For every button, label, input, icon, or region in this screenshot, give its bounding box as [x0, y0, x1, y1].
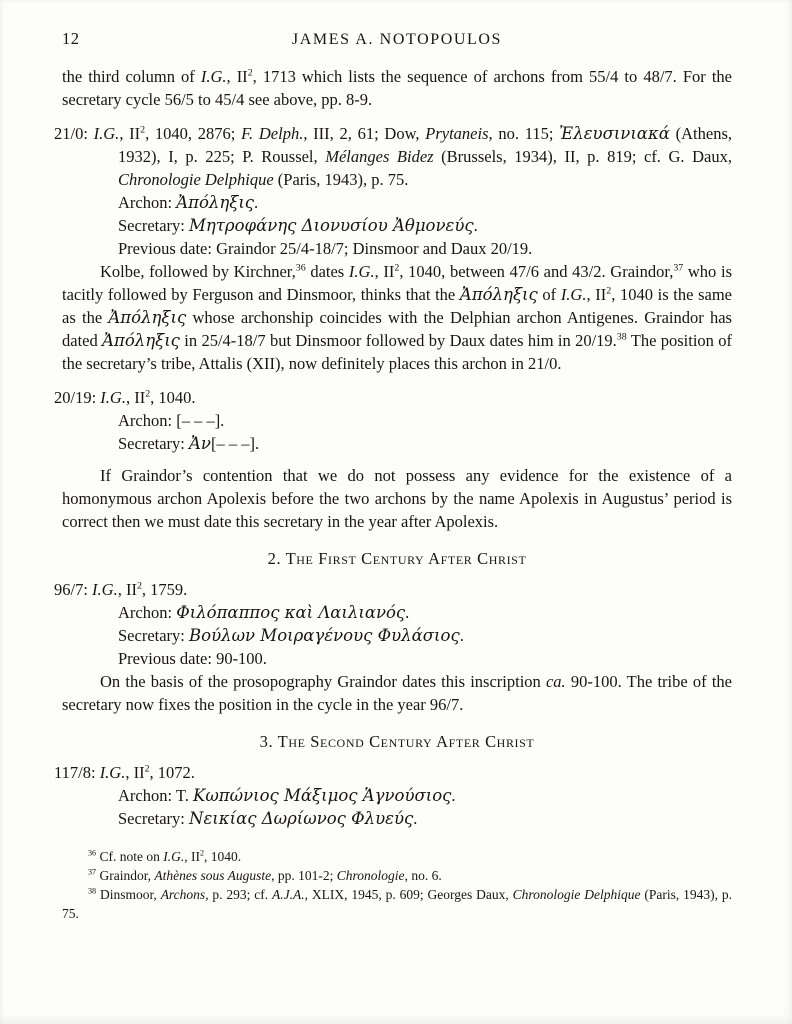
paragraph-prosopography: On the basis of the prosopography Graindor dates this inscription ca. 90-100. The tribe of the secretary now fixes the position in the cycle in the year 96/7.: [62, 672, 732, 714]
entry-21-0-archon: Archon: Ἀπόληξις.: [118, 193, 259, 212]
entry-117-8-archon: Archon: T. Κωπώνιος Μάξιμος Ἁγνούσιος.: [118, 786, 456, 805]
entry-20-19-citation: 20/19: I.G., $II^2$, 1040.: [54, 388, 196, 407]
entry-20-19-secretary: Secretary: Ἀν[– – –].: [118, 434, 260, 453]
paragraph-graindor-contention: If Graindor’s contention that we do not possess any evidence for the existence of a homonymous archon Apolexis before the two archons by the name Apolexis in Augustus’ period is correct then we must date this secretary in the year after Apolexis.: [62, 466, 732, 531]
entry-96-7: [54, 578, 732, 670]
intro-paragraph: the third column of I.G., $II^2$, 1713 which lists the sequence of archons from 55/4 to 48/7. For the secretary cycle 56/5 to 45/4 see above, pp. 8-9.: [62, 67, 732, 109]
entry-117-8: [54, 761, 732, 830]
page-header: [62, 27, 732, 51]
entry-96-7-previous-date: Previous date: 90-100.: [118, 649, 267, 668]
entry-21-0-previous-date: Previous date: Graindor 25/4-18/7; Dinsmoor and Daux 20/19.: [118, 239, 533, 258]
footnotes: [62, 847, 732, 923]
footnote-36: $^{36}$ Cf. note on I.G., $II^2$, 1040.: [88, 848, 242, 864]
footnote-38: $^{38}$ Dinsmoor, Archons, p. 293; cf. A.J.A., XLIX, 1945, p. 609; Georges Daux, Chronologie Delphique (Paris, 1943), p. 75.: [62, 886, 732, 921]
page-number: 12: [62, 29, 80, 48]
entry-20-19: [54, 386, 732, 455]
section-heading-first-century: 2. The First Century After Christ: [267, 549, 527, 568]
running-header: JAMES A. NOTOPOULOS: [291, 31, 503, 48]
entry-20-19-archon: Archon: [– – –].: [118, 411, 225, 430]
entry-117-8-secretary: Secretary: Νεικίας Δωρίωνος Φλυεύς.: [118, 809, 418, 828]
entry-96-7-archon: Archon: Φιλόπαππος καὶ Λαιλιανός.: [118, 603, 410, 622]
footnote-37: $^{37}$ Graindor, Athènes sous Auguste, pp. 101-2; Chronologie, no. 6.: [88, 867, 442, 883]
entry-96-7-citation: 96/7: I.G., $II^2$, 1759.: [54, 580, 188, 599]
entry-21-0: [54, 122, 733, 260]
paragraph-kolbe: Kolbe, followed by Kirchner,$^{36}$ dates I.G., $II^2$, 1040, between 47/6 and 43/2. Graindor,$^{37}$ who is tacitly followed by Ferguson and Dinsmoor, thinks that the Ἀπόληξις of I.G., $II^2$, 1040 is the same as the Ἀπόληξις whose archonship coincides with the Delphian archon Antigenes. Graindor has dated Ἀπόληξις in 25/4-18/7 but Dinsmoor followed by Daux dates him in 20/19.38 The position of the secretary’s tribe, Attalis (XII), now definitely places this archon in 21/0.: [62, 262, 733, 373]
entry-21-0-secretary: Secretary: Μητροφάνης Διονυσίου Ἀθμονεύς.: [118, 216, 478, 235]
entry-21-0-citation: 21/0: I.G., $II^2$, 1040, 2876; F. Delph., III, 2, 61; Dow, Prytaneis, no. 115; Ἐλευσινιακά (Athens, 1932), I, p. 225; P. Roussel, Mélanges Bidez (Brussels, 1934), II, p. 819; cf. G. Daux, Chronologie Delphique (Paris, 1943), p. 75.: [54, 124, 733, 189]
section-heading-second-century: 3. The Second Century After Christ: [259, 732, 535, 751]
entry-96-7-secretary: Secretary: Βούλων Μοιραγένους Φυλάσιος.: [118, 626, 464, 645]
entry-117-8-citation: 117/8: I.G., $II^2$, 1072.: [54, 763, 195, 782]
